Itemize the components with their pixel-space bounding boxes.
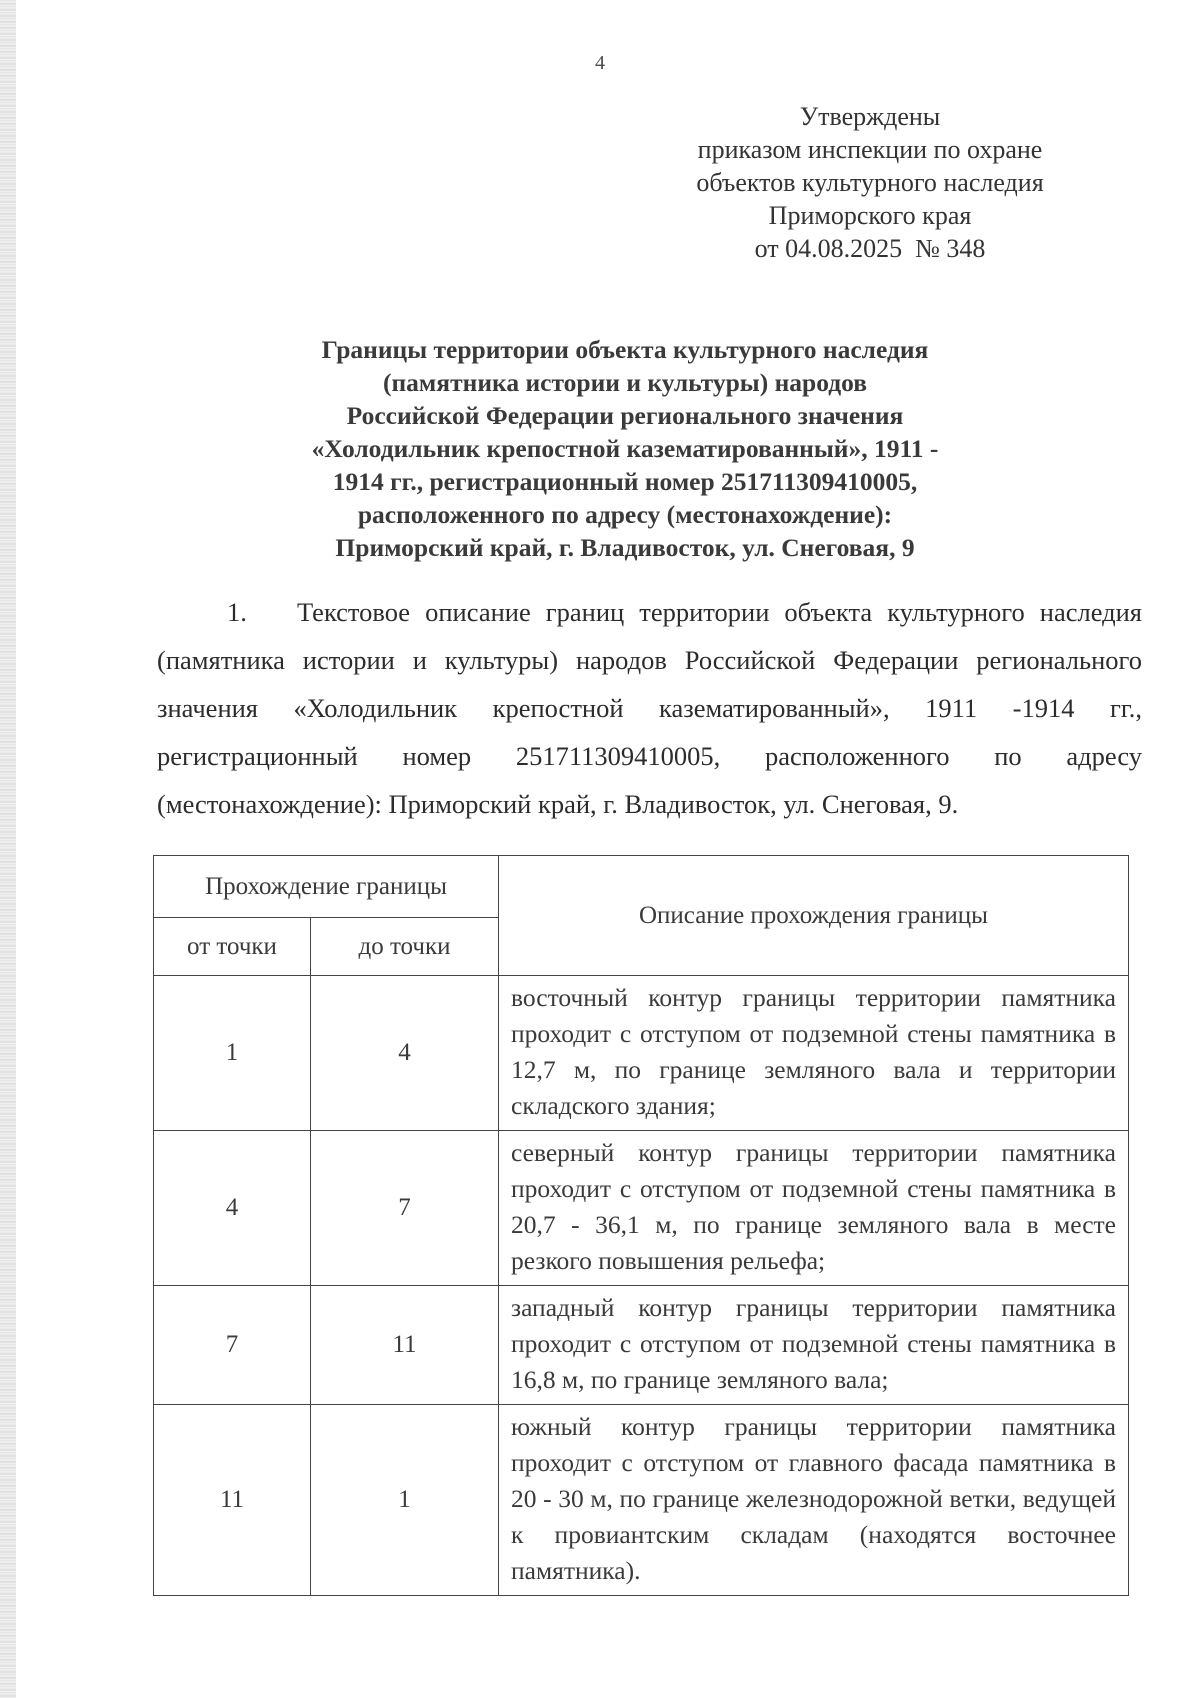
header-to-point: до точки <box>311 918 499 976</box>
approval-line: Приморского края <box>768 201 972 230</box>
approval-line: Утверждены <box>799 102 941 131</box>
approval-line: объектов культурного наследия <box>696 168 1044 197</box>
to-point-cell: 7 <box>311 1131 499 1286</box>
table-row <box>154 1131 1129 1286</box>
title-line: «Холодильник крепостной казематированный», 1911 - <box>311 434 939 463</box>
title-line: (памятника истории и культуры) народов <box>383 368 867 397</box>
from-point-cell: 7 <box>154 1286 311 1405</box>
approval-block <box>640 100 1100 265</box>
title-line: Приморский край, г. Владивосток, ул. Снеговая, 9 <box>335 533 915 562</box>
to-point-cell: 1 <box>311 1405 499 1596</box>
table-row <box>154 976 1129 1131</box>
to-point-cell: 4 <box>311 976 499 1131</box>
title-line: Границы территории объекта культурного наследия <box>321 335 929 364</box>
section-text: Текстовое описание границ территории объекта культурного наследия (памятника истории и культуры) народов Российской Федерации регионального значения «Холодильник крепостной казематированный», 1911 -1914 гг., регистрационный номер 251711309410005, расположенного по адресу (местонахождение): Приморский край, г. Владивосток, ул. Снеговая, 9. <box>157 597 1142 819</box>
from-point-cell: 4 <box>154 1131 311 1286</box>
document-title <box>170 333 1080 564</box>
header-from-point: от точки <box>154 918 311 976</box>
header-boundary-passage: Прохождение границы <box>154 856 499 918</box>
to-point-cell: 11 <box>311 1286 499 1405</box>
title-line: расположенного по адресу (местонахождение): <box>357 500 893 529</box>
page-number: 4 <box>595 52 605 74</box>
from-point-cell: 11 <box>154 1405 311 1596</box>
from-point-cell: 1 <box>154 976 311 1131</box>
section-number: 1. <box>227 597 247 627</box>
table-row <box>154 1286 1129 1405</box>
scan-edge <box>0 0 16 1698</box>
section-1-paragraph <box>157 588 1142 828</box>
approval-line: приказом инспекции по охране <box>697 135 1043 164</box>
table-row <box>154 1405 1129 1596</box>
description-cell: западный контур границы территории памятника проходит с отступом от подземной стены памятника в 16,8 м, по границе земляного вала; <box>499 1286 1129 1405</box>
approval-order-date: от 04.08.2025 № 348 <box>754 234 986 263</box>
description-cell: южный контур границы территории памятника проходит с отступом от главного фасада памятника в 20 - 30 м, по границе железнодорожной ветки, ведущей к провиантским складам (находятся восточнее памятника). <box>499 1405 1129 1596</box>
title-line: Российской Федерации регионального значения <box>346 401 904 430</box>
title-line: 1914 гг., регистрационный номер 251711309410005, <box>332 467 918 496</box>
description-cell: северный контур границы территории памятника проходит с отступом от подземной стены памятника в 20,7 - 36,1 м, по границе земляного вала в месте резкого повышения рельефа; <box>499 1131 1129 1286</box>
header-description: Описание прохождения границы <box>499 856 1129 976</box>
boundary-table <box>153 855 1129 1596</box>
description-cell: восточный контур границы территории памятника проходит с отступом от подземной стены памятника в 12,7 м, по границе земляного вала и территории складского здания; <box>499 976 1129 1131</box>
